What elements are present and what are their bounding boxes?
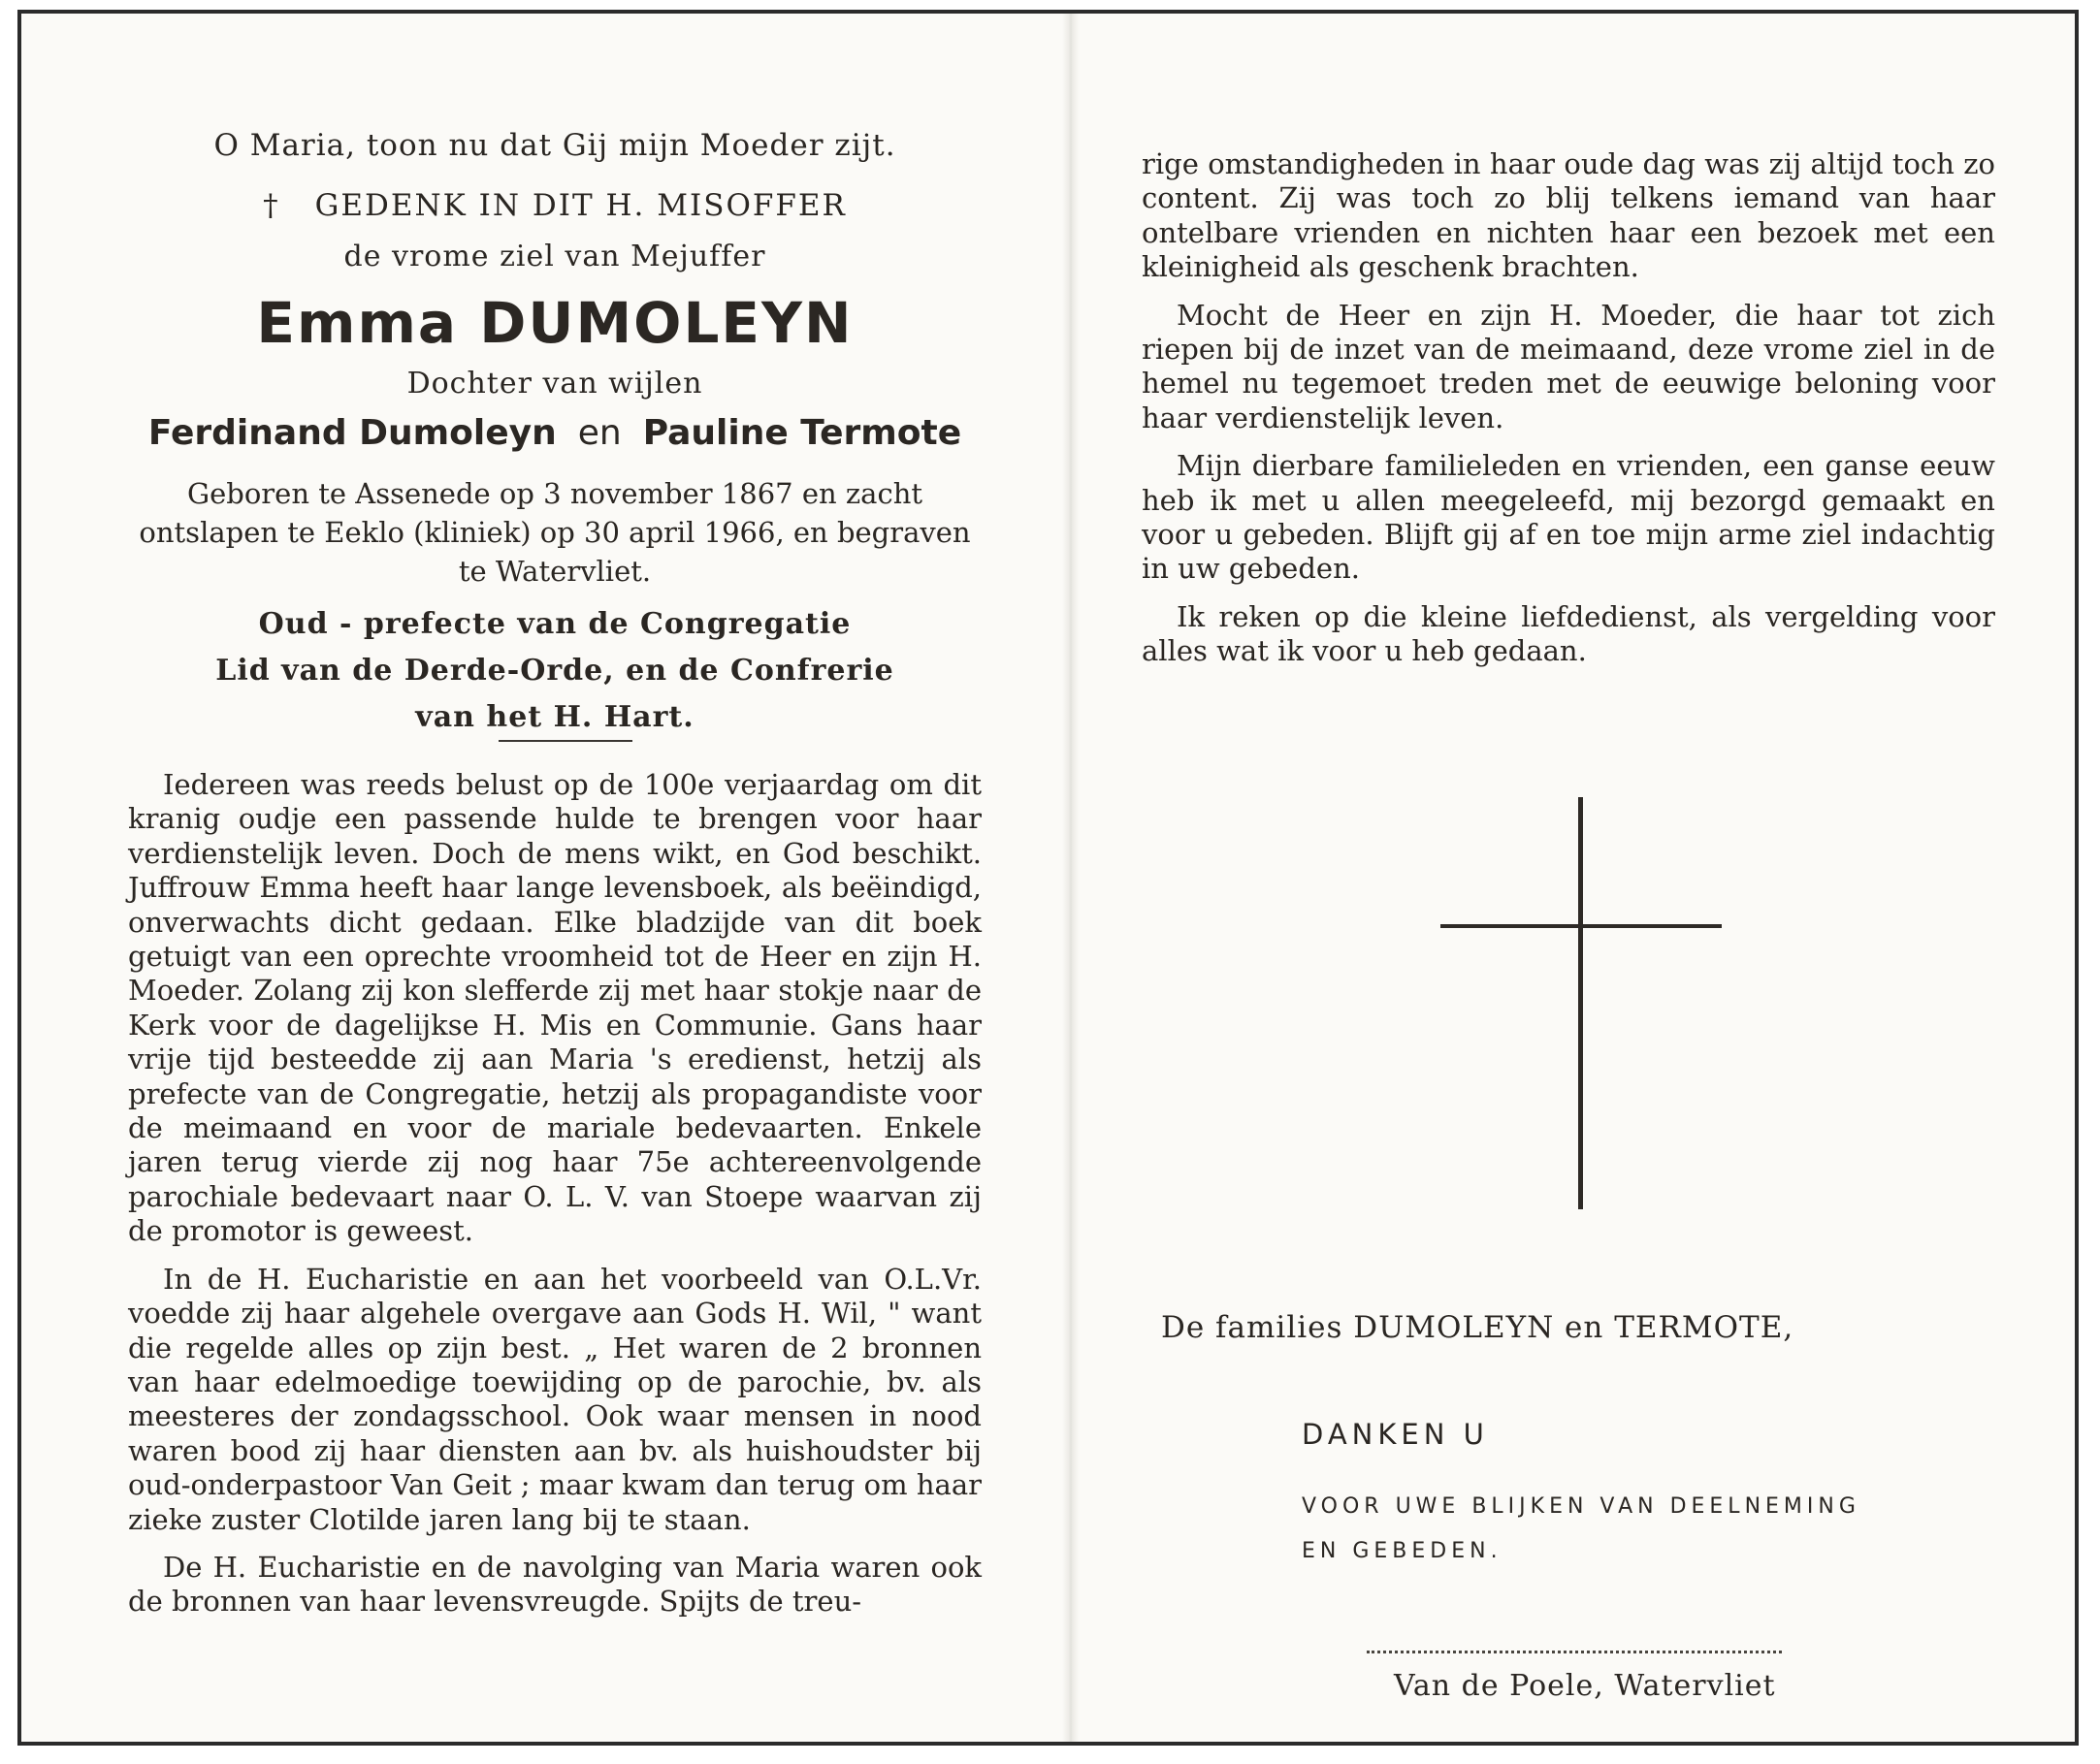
gedenk-text: GEDENK IN DIT H. MISOFFER (314, 188, 847, 223)
father-name: Ferdinand Dumoleyn (147, 413, 557, 453)
body-paragraph: Mocht de Heer en zijn H. Moeder, die haar tot zich riepen bij de inzet van de meimaand, deze vrome ziel in de hemel nu tegemoet treden met de eeuwige beloning voor haar verdienstelijk leven. (1142, 298, 1995, 434)
title-hart: van het H. Hart. (415, 700, 695, 734)
families-line: De families DUMOLEYN en TERMOTE, (1161, 1310, 1794, 1345)
parents-line (128, 413, 982, 453)
title-prefecte: Oud - prefecte van de Congregatie (258, 607, 852, 641)
memorial-card (17, 10, 2079, 1746)
cross-icon: † (263, 188, 280, 223)
divider-rule (499, 740, 632, 742)
left-panel (128, 14, 982, 1742)
titles-block (128, 601, 982, 741)
vrome-line: de vrome ziel van Mejuffer (343, 240, 766, 273)
body-paragraph: De H. Eucharistie en de navolging van Maria waren ook de bronnen van haar levensvreugde. Spijts de treu- (128, 1550, 982, 1619)
cross-horizontal-icon (1440, 924, 1722, 928)
gedenk-heading (128, 188, 982, 223)
body-paragraph: Iedereen was reeds belust op de 100e verjaardag om dit kranig oudje een passende hulde te brengen voor haar verdienstelijk leven. Doch de mens wikt, en God beschikt. Juffrouw Emma heeft haar lange levensboek, als beëindigd, onverwachts dicht gedaan. Elke bladzijde van dit boek getuigt van een oprechte vroomheid tot de Heer en zijn H. Moeder. Zolang zij kon slefferde zij met haar stokje naar de Kerk voor de dagelijkse H. Mis en Communie. Gans haar vrije tijd besteedde zij aan Maria 's eredienst, hetzij als prefecte van de Congregatie, hetzij als propagandiste voor de meimaand en voor de mariale bedevaarten. Enkele jaren terug vierde zij nog haar 75e achtereenvolgende parochiale bedevaart naar O. L. V. van Stoepe waarvan zij de promotor is geweest. (128, 768, 982, 1248)
cross-vertical-icon (1578, 797, 1583, 1209)
right-body-text (1142, 147, 1995, 683)
body-paragraph: rige omstandigheden in haar oude dag was zij altijd toch zo content. Zij was toch zo blij telkens iemand van haar ontelbare vrienden en nichten haar een bezoek met een kleinigheid als geschenk brachten. (1142, 147, 1995, 284)
thanks-line-1: VOOR UWE BLIJKEN VAN DEELNEMING (1302, 1494, 1860, 1519)
dochter-line: Dochter van wijlen (406, 367, 703, 401)
danken-heading: DANKEN U (1302, 1418, 1489, 1451)
thanks-line-2: EN GEBEDEN. (1302, 1539, 1502, 1563)
body-paragraph: Ik reken op die kleine liefdedienst, als vergelding voor alles wat ik voor u heb gedaan. (1142, 599, 1995, 668)
body-paragraph: Mijn dierbare familieleden en vrienden, een ganse eeuw heb ik met u allen meegeleefd, mij bezorgd gemaakt en voor u gebeden. Blijft gij af en toe mijn arme ziel indachtig in uw gebeden. (1142, 449, 1995, 586)
dotted-rule (1367, 1651, 1782, 1653)
deceased-name: Emma DUMOLEYN (256, 290, 854, 356)
mother-name: Pauline Termote (642, 413, 962, 453)
left-body-text (128, 768, 982, 1633)
invocation: O Maria, toon nu dat Gij mijn Moeder zijt. (213, 128, 896, 163)
title-lid: Lid van de Derde-Orde, en de Confrerie (215, 654, 894, 688)
right-panel (1142, 14, 1995, 1742)
body-paragraph: In de H. Eucharistie en aan het voorbeeld van O.L.Vr. voedde zij haar algehele overgave aan Gods H. Wil, " want die regelde alles op zijn best. „ Het waren de 2 bronnen van haar edelmoedige toewijding op de parochie, bv. als meesteres der zondagsschool. Ook waar mensen in nood waren bood zij haar diensten aan bv. als huishoudster bij oud-onderpastoor Van Geit ; maar kwam dan terug om haar zieke zuster Clotilde jaren lang bij te staan. (128, 1262, 982, 1536)
birth-death-text: Geboren te Assenede op 3 november 1867 en zacht ontslapen te Eeklo (kliniek) op 30 april 1966, en begraven te Watervliet. (139, 477, 971, 588)
card-fold (1062, 14, 1080, 1742)
parents-conjunction: en (577, 413, 622, 453)
printer-credit: Van de Poele, Watervliet (1394, 1669, 1776, 1703)
